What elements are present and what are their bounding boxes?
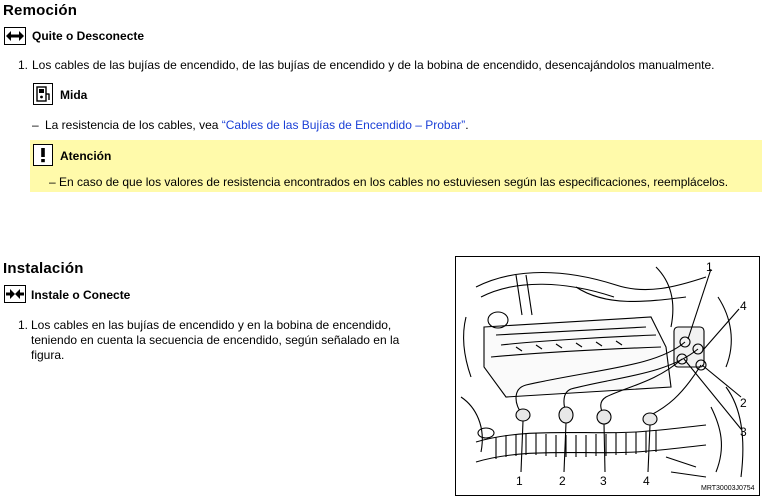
engine-figure [455,256,760,496]
install-step-line: teniendo en cuenta la secuencia de encendido, según señalado en la [31,333,400,347]
install-action-label: Instale o Conecte [31,288,131,302]
callout-bottom-1: 1 [516,474,523,488]
measure-label: Mida [60,88,88,102]
install-heading: Instalación [3,260,84,277]
install-step-text [31,318,399,363]
attention-text: – En caso de que los valores de resistencia encontrados en los cables no estuviesen según las especificaciones, reemplácelos. [49,175,729,189]
double-arrow-in-icon [4,285,26,303]
measure-dash: – [32,118,39,132]
figure-code: MRT30003J0754 [701,485,755,492]
measure-reference-link[interactable]: “Cables de las Bujías de Encendido – Probar” [221,118,466,132]
callout-bottom-3: 3 [600,474,607,488]
measure-meter-icon [33,83,53,105]
measure-instruction [45,118,469,133]
double-arrow-out-icon [4,27,26,45]
callout-right-1: 1 [706,260,713,274]
removal-heading: Remoción [3,2,78,19]
callout-bottom-2: 2 [559,474,566,488]
callout-right-2: 2 [740,396,747,410]
engine-illustration [456,257,759,495]
exclamation-icon [33,144,53,166]
measure-text: La resistencia de los cables, vea [45,118,222,132]
callout-right-3: 3 [740,425,747,439]
callout-bottom-4: 4 [643,474,650,488]
install-step-line: Los cables en las bujías de encendido y en la bobina de encendido, [31,318,392,332]
removal-step-number: 1. [18,58,29,72]
install-step-line: figura. [31,348,65,362]
removal-step-text: Los cables de las bujías de encendido, de las bujías de encendido y de la bobina de encendido, desencajándolos manualmente. [32,58,715,72]
install-step-number: 1. [18,318,29,332]
callout-right-4: 4 [740,299,747,313]
removal-action-label: Quite o Desconecte [32,29,145,43]
measure-end: . [465,118,469,132]
attention-label: Atención [60,149,112,163]
